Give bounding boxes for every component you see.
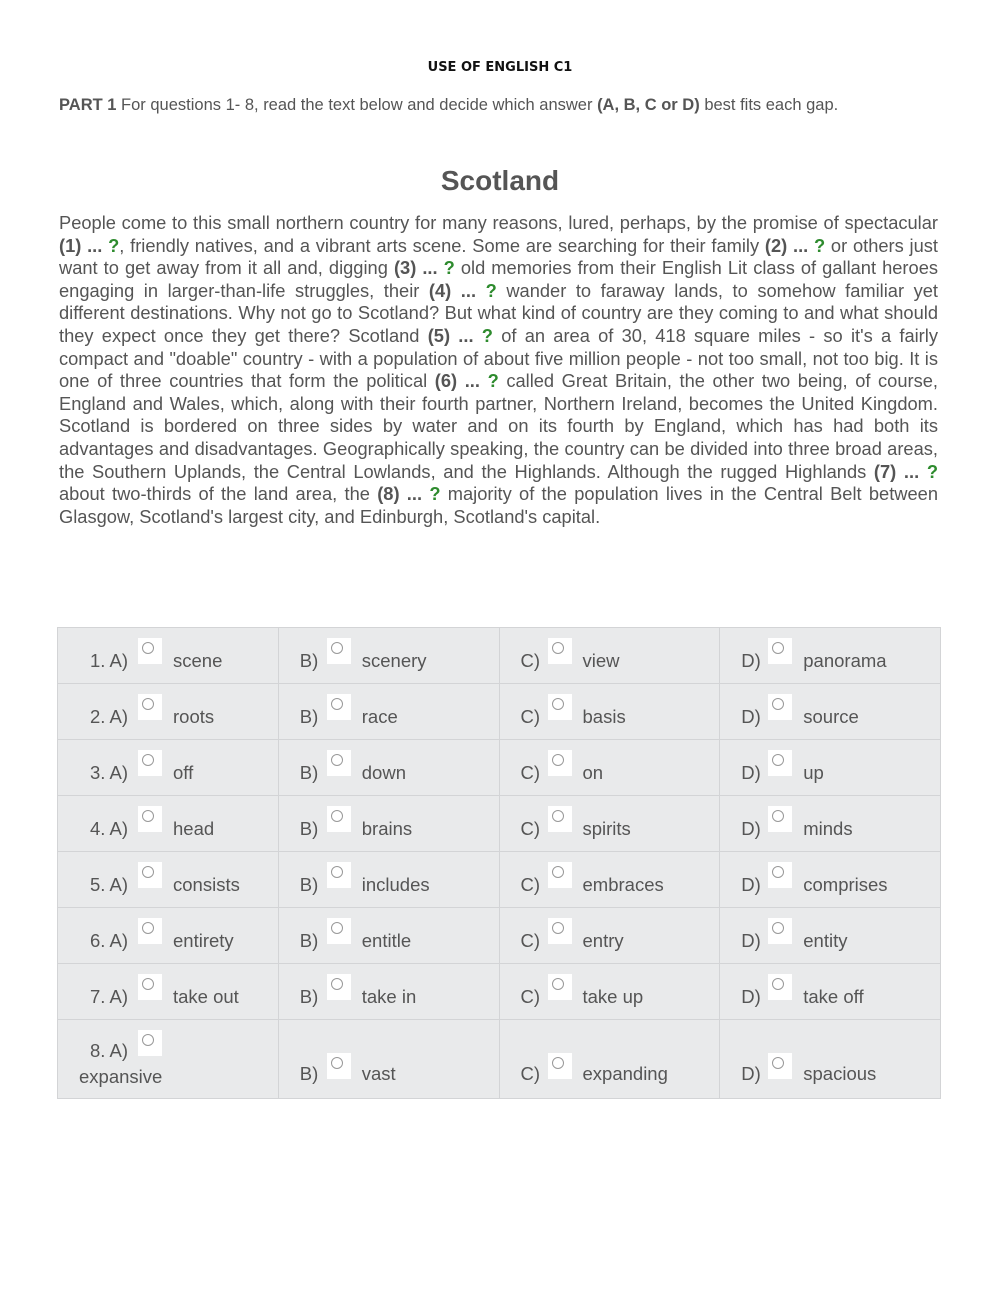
radio-circle-icon bbox=[552, 1057, 564, 1069]
answer-option[interactable] bbox=[500, 740, 720, 795]
option-label: up bbox=[803, 762, 824, 783]
gap-number: (6) ... bbox=[434, 370, 480, 392]
option-label: entry bbox=[582, 930, 624, 951]
option-letter: B) bbox=[299, 762, 319, 783]
passage-segment: of an area of 30, 418 square miles - so it's a fairly compact and "doable" country - with a population of about five million people - not too small, not too big. It is one of three countries that form the political bbox=[59, 324, 938, 392]
option-label: spirits bbox=[582, 818, 631, 839]
radio-circle-icon bbox=[142, 754, 154, 766]
option-letter: B) bbox=[299, 874, 319, 895]
answer-cell bbox=[278, 628, 499, 684]
part-label: PART 1 bbox=[59, 96, 117, 114]
passage-segment: or others just want to get away from it all and, digging bbox=[59, 234, 938, 279]
radio-circle-icon bbox=[331, 810, 343, 822]
option-letter: D) bbox=[741, 874, 761, 895]
question-number: 4. A) bbox=[90, 818, 129, 839]
gap-marker: ? bbox=[814, 234, 826, 256]
answer-option[interactable] bbox=[500, 964, 720, 1019]
answer-cell bbox=[58, 1020, 279, 1099]
radio-button[interactable] bbox=[548, 918, 572, 944]
radio-circle-icon bbox=[772, 810, 784, 822]
radio-button[interactable] bbox=[768, 918, 792, 944]
answer-option[interactable] bbox=[720, 908, 940, 963]
radio-circle-icon bbox=[772, 642, 784, 654]
radio-circle-icon bbox=[142, 810, 154, 822]
option-letter: C) bbox=[520, 762, 541, 783]
question-row bbox=[58, 852, 941, 908]
option-letter: C) bbox=[520, 1063, 541, 1084]
question-row bbox=[58, 684, 941, 740]
radio-circle-icon bbox=[552, 698, 564, 710]
radio-circle-icon bbox=[552, 922, 564, 934]
question-row bbox=[58, 796, 941, 852]
radio-circle-icon bbox=[331, 866, 343, 878]
option-label: panorama bbox=[803, 650, 887, 671]
option-letter: D) bbox=[741, 1063, 761, 1084]
question-number: 2. A) bbox=[90, 706, 129, 727]
answer-cell bbox=[278, 908, 499, 964]
instructions-text: For questions 1- 8, read the text below and decide which answer bbox=[116, 96, 598, 114]
option-label: includes bbox=[361, 874, 430, 895]
option-label: source bbox=[803, 706, 859, 727]
option-label: entitle bbox=[361, 930, 412, 951]
radio-button[interactable] bbox=[548, 750, 572, 776]
option-label: take off bbox=[803, 986, 864, 1007]
question-number: 1. A) bbox=[90, 650, 129, 671]
option-label: roots bbox=[173, 706, 215, 727]
radio-button[interactable] bbox=[327, 806, 351, 832]
answer-option[interactable] bbox=[500, 908, 720, 963]
answer-cell bbox=[499, 628, 720, 684]
radio-button[interactable] bbox=[327, 694, 351, 720]
gap-marker: ? bbox=[926, 460, 938, 482]
radio-button[interactable] bbox=[768, 638, 792, 664]
answer-option[interactable] bbox=[279, 852, 499, 907]
option-label: consists bbox=[173, 874, 240, 895]
radio-circle-icon bbox=[331, 754, 343, 766]
answer-option[interactable] bbox=[58, 852, 278, 907]
instructions bbox=[59, 96, 959, 115]
option-letter: D) bbox=[741, 762, 761, 783]
answer-option[interactable] bbox=[500, 852, 720, 907]
gap-number: (7) ... bbox=[873, 460, 920, 482]
option-letter: D) bbox=[741, 930, 761, 951]
gap-marker: ? bbox=[481, 324, 493, 346]
option-letter: C) bbox=[520, 930, 541, 951]
radio-circle-icon bbox=[772, 1057, 784, 1069]
option-label: expanding bbox=[582, 1063, 668, 1084]
answer-cell bbox=[720, 908, 941, 964]
gap-number: (3) ... bbox=[393, 257, 438, 279]
answer-option[interactable] bbox=[720, 796, 940, 851]
question-number: 8. A) bbox=[90, 1040, 129, 1061]
option-letter: D) bbox=[741, 986, 761, 1007]
option-label: head bbox=[173, 818, 215, 839]
option-letter: B) bbox=[299, 986, 319, 1007]
option-label: view bbox=[582, 650, 620, 671]
radio-circle-icon bbox=[142, 866, 154, 878]
option-label: on bbox=[582, 762, 604, 783]
answer-option[interactable] bbox=[58, 1020, 278, 1098]
passage-segment: majority of the population lives in the Central Belt between Glasgow, Scotland's largest city, and Edinburgh, Scotland's capital. bbox=[59, 483, 938, 527]
answer-cell bbox=[720, 740, 941, 796]
question-row bbox=[58, 908, 941, 964]
radio-button[interactable] bbox=[138, 694, 162, 720]
answer-option[interactable] bbox=[58, 740, 278, 795]
radio-button[interactable] bbox=[768, 694, 792, 720]
option-letter: B) bbox=[299, 1063, 319, 1084]
gap-number: (5) ... bbox=[427, 324, 474, 346]
option-letter: C) bbox=[520, 818, 541, 839]
option-label: off bbox=[173, 762, 194, 783]
answer-option[interactable] bbox=[720, 684, 940, 739]
radio-button[interactable] bbox=[548, 638, 572, 664]
option-letter: D) bbox=[741, 650, 761, 671]
radio-circle-icon bbox=[331, 922, 343, 934]
radio-button[interactable] bbox=[138, 974, 162, 1000]
radio-circle-icon bbox=[142, 922, 154, 934]
radio-circle-icon bbox=[142, 642, 154, 654]
answer-cell bbox=[278, 852, 499, 908]
answer-cell bbox=[58, 740, 279, 796]
answer-option[interactable] bbox=[58, 908, 278, 963]
gap-marker: ? bbox=[487, 370, 499, 392]
answer-cell bbox=[278, 684, 499, 740]
radio-circle-icon bbox=[552, 810, 564, 822]
option-label: take up bbox=[582, 986, 644, 1007]
option-letter: B) bbox=[299, 650, 319, 671]
radio-circle-icon bbox=[331, 642, 343, 654]
answer-cell bbox=[58, 628, 279, 684]
radio-button[interactable] bbox=[327, 918, 351, 944]
radio-circle-icon bbox=[552, 866, 564, 878]
radio-button[interactable] bbox=[548, 862, 572, 888]
gap-number: (1) ... bbox=[59, 234, 103, 256]
answer-option[interactable] bbox=[500, 684, 720, 739]
answer-cell bbox=[58, 796, 279, 852]
radio-button[interactable] bbox=[548, 694, 572, 720]
option-letter: D) bbox=[741, 706, 761, 727]
radio-button[interactable] bbox=[548, 974, 572, 1000]
radio-circle-icon bbox=[331, 978, 343, 990]
answer-option[interactable] bbox=[720, 964, 940, 1019]
radio-button[interactable] bbox=[138, 918, 162, 944]
option-letter: C) bbox=[520, 650, 541, 671]
answer-cell bbox=[720, 628, 941, 684]
passage-segment: wander to faraway lands, to somehow familiar yet different destinations. Why not go to Scotland? But what kind of country are they coming to and what should they expect once they get there? Scotland bbox=[59, 279, 938, 346]
answer-cell bbox=[499, 740, 720, 796]
option-label: embraces bbox=[582, 874, 664, 895]
instructions-text-end: best fits each gap. bbox=[699, 96, 839, 114]
radio-circle-icon bbox=[772, 866, 784, 878]
radio-button[interactable] bbox=[138, 638, 162, 664]
answer-option[interactable] bbox=[58, 684, 278, 739]
radio-button[interactable] bbox=[768, 862, 792, 888]
radio-circle-icon bbox=[142, 1034, 154, 1046]
option-label: comprises bbox=[803, 874, 888, 895]
radio-button[interactable] bbox=[548, 806, 572, 832]
option-letter: C) bbox=[520, 706, 541, 727]
gap-number: (4) ... bbox=[428, 279, 477, 301]
radio-button[interactable] bbox=[768, 1053, 792, 1079]
page-header-title: USE OF ENGLISH C1 bbox=[427, 60, 573, 75]
radio-button[interactable] bbox=[138, 1030, 162, 1056]
answer-cell bbox=[720, 852, 941, 908]
option-label: spacious bbox=[803, 1063, 877, 1084]
radio-button[interactable] bbox=[548, 1053, 572, 1079]
answer-cell bbox=[278, 796, 499, 852]
answer-cell bbox=[278, 1020, 499, 1099]
passage-text bbox=[59, 212, 938, 528]
option-label: scene bbox=[173, 650, 223, 671]
answer-cell bbox=[499, 852, 720, 908]
answer-cell bbox=[499, 1020, 720, 1099]
answer-option[interactable] bbox=[720, 1020, 940, 1098]
option-label: brains bbox=[361, 818, 413, 839]
gap-marker: ? bbox=[429, 483, 441, 505]
answer-cell bbox=[720, 964, 941, 1020]
radio-button[interactable] bbox=[768, 806, 792, 832]
option-letter: B) bbox=[299, 818, 319, 839]
gap-number: (8) ... bbox=[377, 483, 423, 505]
answer-option[interactable] bbox=[279, 740, 499, 795]
question-row bbox=[58, 740, 941, 796]
question-row bbox=[58, 964, 941, 1020]
passage-segment: about two-thirds of the land area, the bbox=[59, 483, 378, 505]
radio-circle-icon bbox=[331, 698, 343, 710]
answer-cell bbox=[58, 852, 279, 908]
option-label: basis bbox=[582, 706, 626, 727]
option-letter: B) bbox=[299, 930, 319, 951]
passage-segment: called Great Britain, the other two being, of course, England and Wales, which, along with their fourth partner, Northern Ireland, becomes the United Kingdom. Scotland is bordered on three sides by water and on its fourth by England, which has had both its advantages and disadvantages. Geographically speaking, the country can be divided into three broad areas, the Southern Uplands, the Central Lowlands, and the Highlands. Although the rugged Highlands bbox=[59, 370, 938, 482]
answer-option[interactable] bbox=[500, 628, 720, 683]
option-label: minds bbox=[803, 818, 853, 839]
answer-cell bbox=[499, 908, 720, 964]
gap-marker: ? bbox=[485, 279, 497, 301]
radio-circle-icon bbox=[142, 698, 154, 710]
option-label: entirety bbox=[173, 930, 234, 951]
radio-circle-icon bbox=[142, 978, 154, 990]
answer-cell bbox=[720, 684, 941, 740]
option-letter: C) bbox=[520, 986, 541, 1007]
option-label: scenery bbox=[361, 650, 427, 671]
option-label: down bbox=[361, 762, 406, 783]
question-number: 6. A) bbox=[90, 930, 129, 951]
gap-number: (2) ... bbox=[764, 234, 809, 256]
option-letter: D) bbox=[741, 818, 761, 839]
answer-cell bbox=[278, 740, 499, 796]
radio-circle-icon bbox=[772, 978, 784, 990]
answer-option[interactable] bbox=[58, 964, 278, 1019]
radio-circle-icon bbox=[552, 754, 564, 766]
passage-segment: People come to this small northern country for many reasons, lured, perhaps, by the promise of spectacular bbox=[59, 212, 938, 233]
option-label: expansive bbox=[79, 1066, 163, 1087]
answer-cell bbox=[720, 796, 941, 852]
question-row bbox=[58, 1020, 941, 1099]
radio-circle-icon bbox=[552, 642, 564, 654]
passage-title: Scotland bbox=[440, 165, 560, 196]
radio-button[interactable] bbox=[327, 638, 351, 664]
radio-circle-icon bbox=[331, 1057, 343, 1069]
answer-option[interactable] bbox=[58, 628, 278, 683]
answer-option[interactable] bbox=[500, 1020, 720, 1098]
answer-option[interactable] bbox=[279, 628, 499, 683]
answer-option[interactable] bbox=[720, 628, 940, 683]
answer-option[interactable] bbox=[279, 964, 499, 1019]
option-label: take out bbox=[173, 986, 239, 1007]
option-label: vast bbox=[361, 1063, 396, 1084]
radio-button[interactable] bbox=[768, 974, 792, 1000]
answer-cell bbox=[499, 796, 720, 852]
option-label: race bbox=[361, 706, 398, 727]
answer-option[interactable] bbox=[279, 1020, 499, 1098]
radio-button[interactable] bbox=[327, 862, 351, 888]
passage-segment: old memories from their English Lit class of gallant heroes engaging in larger-than-life struggles, their bbox=[59, 257, 938, 301]
radio-button[interactable] bbox=[327, 974, 351, 1000]
radio-circle-icon bbox=[772, 754, 784, 766]
radio-button[interactable] bbox=[138, 806, 162, 832]
option-label: entity bbox=[803, 930, 848, 951]
answer-option[interactable] bbox=[500, 796, 720, 851]
answer-cell bbox=[499, 964, 720, 1020]
answer-option[interactable] bbox=[720, 740, 940, 795]
option-letter: C) bbox=[520, 874, 541, 895]
gap-marker: ? bbox=[443, 257, 455, 279]
answer-cell bbox=[499, 684, 720, 740]
answer-cell bbox=[278, 964, 499, 1020]
question-row bbox=[58, 628, 941, 684]
answer-table bbox=[57, 627, 941, 1099]
gap-marker: ? bbox=[108, 234, 120, 256]
radio-circle-icon bbox=[772, 922, 784, 934]
answer-option[interactable] bbox=[58, 796, 278, 851]
option-letter: B) bbox=[299, 706, 319, 727]
radio-circle-icon bbox=[772, 698, 784, 710]
radio-button[interactable] bbox=[327, 750, 351, 776]
instructions-options: (A, B, C or D) bbox=[597, 96, 700, 114]
radio-button[interactable] bbox=[138, 862, 162, 888]
question-number: 7. A) bbox=[90, 986, 129, 1007]
passage-segment: , friendly natives, and a vibrant arts scene. Some are searching for their family bbox=[119, 234, 765, 256]
answer-cell bbox=[720, 1020, 941, 1099]
radio-button[interactable] bbox=[768, 750, 792, 776]
radio-circle-icon bbox=[552, 978, 564, 990]
answer-cell bbox=[58, 964, 279, 1020]
radio-button[interactable] bbox=[138, 750, 162, 776]
question-number: 5. A) bbox=[90, 874, 129, 895]
answer-option[interactable] bbox=[279, 908, 499, 963]
answer-cell bbox=[58, 908, 279, 964]
question-number: 3. A) bbox=[90, 762, 129, 783]
answer-cell bbox=[58, 684, 279, 740]
answer-option[interactable] bbox=[279, 684, 499, 739]
radio-button[interactable] bbox=[327, 1053, 351, 1079]
answer-option[interactable] bbox=[720, 852, 940, 907]
option-label: take in bbox=[361, 986, 417, 1007]
answer-option[interactable] bbox=[279, 796, 499, 851]
